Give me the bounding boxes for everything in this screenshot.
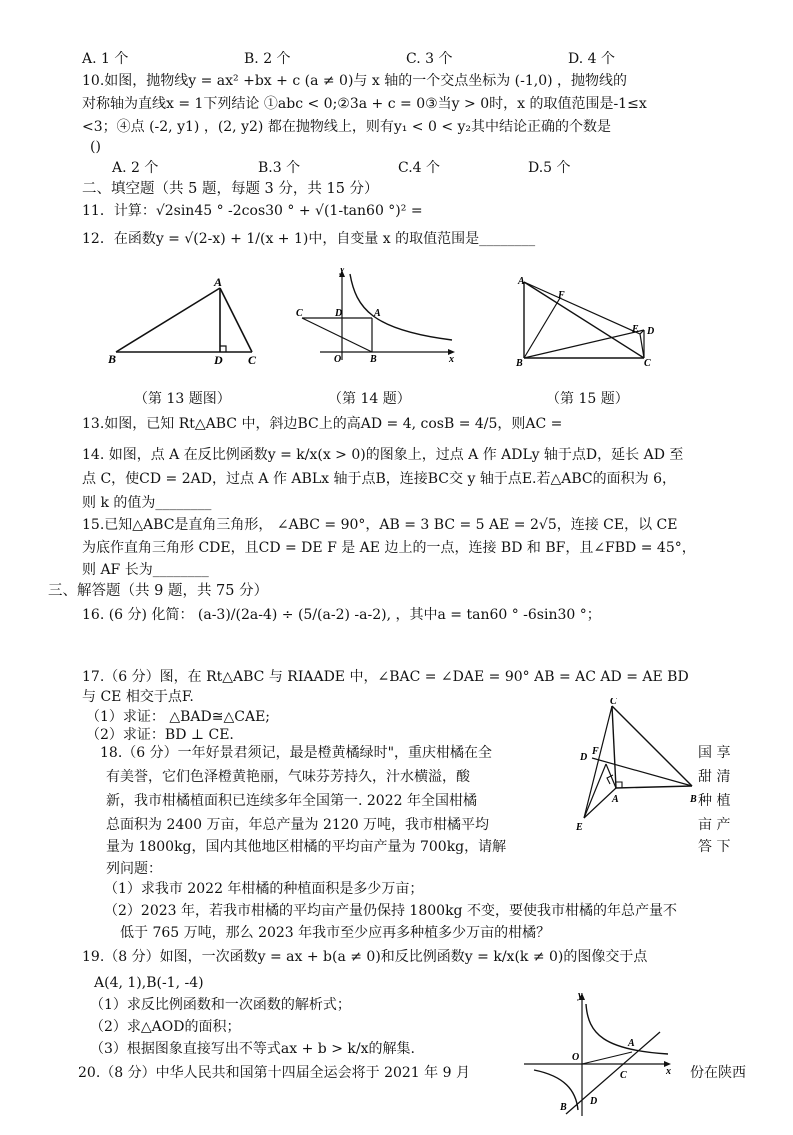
fig14-label-y: y (340, 268, 345, 275)
q19-line-2: A(4, 1),B(-1, -4) (94, 975, 204, 991)
q14-line-1: 14. 如图，点 A 在反比例函数y = k/x(x > 0)的图象上，过点 A 作 ADLy 轴于点D，延长 AD 至 (82, 447, 684, 463)
q18-line-5: 量为 1800kg，国内其他地区柑橘的平均亩产量为 700kg，请解 (106, 839, 507, 855)
fig14-label-b: B (370, 354, 377, 364)
fig17-label-c: C (610, 698, 617, 707)
q17-sub-1: （1）求证： △BAD≅△CAE; (86, 709, 271, 725)
q17-line-1: 17.（6 分）图，在 Rt△ABC 与 RIAADE 中，∠BAC = ∠DAE = 90° AB = AC AD = AE BD (82, 669, 689, 685)
q17-sub-2: （2）求证：BD ⊥ CE. (86, 727, 234, 743)
figure-15-caption: （第 15 题） (546, 391, 629, 407)
q19-sub-3: （3）根据图象直接写出不等式ax + b > k/x的解集. (90, 1041, 415, 1057)
fig15-label-b: B (516, 358, 523, 368)
fig17-side-ab (616, 786, 692, 788)
fig13-label-c: C (248, 353, 257, 366)
q10-option-a: A. 2 个 (112, 160, 159, 176)
fig19-label-c: C (620, 1070, 627, 1081)
q18-line-4-right: 亩 产 (698, 817, 731, 833)
q10-option-b: B.3 个 (258, 160, 301, 176)
q10-line-1: 10.如图，抛物线y = ax² +bx + c (a ≠ 0)与 x 轴的一个交点坐标为 (-1,0) ，抛物线的 (82, 73, 628, 89)
fig14-line-bc (302, 318, 372, 352)
q18-line-1-right: 国 享 (698, 745, 731, 761)
fig15-label-a: A (518, 276, 525, 287)
fig17-label-f: F (592, 746, 599, 757)
q10-option-c: C.4 个 (398, 160, 441, 176)
q18-sub-1: （1）求我市 2022 年柑橘的种植面积是多少万亩； (104, 881, 424, 897)
fig13-label-b: B (108, 352, 117, 366)
q18-line-5-right: 答 下 (698, 839, 731, 855)
q19-line-1: 19.（8 分）如图，一次函数y = ax + b(a ≠ 0)和反比例函数y = k/x(k ≠ 0)的图像交于点 (82, 949, 648, 965)
fig14-label-x: x (449, 354, 454, 364)
q18-line-1: 18.（6 分）一年好景君须记，最是橙黄橘绿时"，重庆柑橘在全 (100, 745, 493, 761)
fig19-label-d: D (590, 1096, 598, 1107)
figure-15 (508, 272, 658, 368)
q12-text: 12．在函数y = √(2-x) + 1/(x + 1)中，自变量 x 的取值范围是________ (82, 231, 536, 247)
q20-line-1: 20.（8 分）中华人民共和国第十四届全运会将于 2021 年 9 月 (78, 1065, 470, 1081)
fig19-hyperbola-q1 (586, 1004, 668, 1054)
fig14-label-a: A (374, 308, 381, 319)
q13-text: 13.如图，已知 Rt△ABC 中，斜边BC上的高AD = 4, cosB = 4/5，则AC = (82, 416, 563, 432)
q9-option-b: B. 2 个 (244, 51, 291, 67)
fig15-label-f: F (558, 290, 565, 301)
fig14-label-d: D (335, 308, 343, 319)
q18-sub-2a: （2）2023 年，若我市柑橘的平均亩产量仍保持 1800kg 不变，要使我市柑橘的年总产量不 (104, 903, 677, 919)
q16-text: 16. (6 分) 化简： (a-3)/(2a-4) ÷ (5/(a-2) -a-2), ，其中a = tan60 ° -6sin30 °； (82, 607, 601, 623)
q18-sub-2b: 低于 765 万吨，那么 2023 年我市至少应再多种植多少万亩的柑橘？ (120, 925, 551, 941)
figure-14 (292, 268, 462, 364)
section-3-heading: 三、解答题（共 9 题，共 75 分） (48, 583, 269, 599)
fig15-line-bf (524, 298, 560, 358)
q18-line-2-right: 甜 清 (698, 769, 731, 785)
q18-line-4: 总面积为 2400 万亩，年总产量为 2120 万吨，我市柑橘平均 (106, 817, 490, 833)
q9-option-a: A. 1 个 (82, 51, 129, 67)
fig19-label-o: O (572, 1052, 580, 1063)
figure-19 (520, 990, 680, 1118)
q18-line-2: 有美誉，它们色泽橙黄艳丽，气味芬芳持久，汁水横溢，酸 (106, 769, 470, 785)
fig15-label-c: C (644, 358, 651, 368)
fig19-label-x: x (666, 1066, 671, 1077)
q18-line-3: 新，我市柑橘植面积已连续多年全国第一. 2022 年全国柑橘 (106, 793, 477, 809)
q15-line-1: 15.已知△ABC是直角三角形， ∠ABC = 90°，AB = 3 BC = 5 AE = 2√5，连接 CE，以 CE (82, 517, 678, 533)
q18-line-3-right: 种 植 (698, 793, 731, 809)
section-2-heading: 二、填空题（共 5 题，每题 3 分，共 15 分） (82, 181, 379, 197)
q10-line-2: 对称轴为直线x = 1下列结论 ①abc < 0;②3a + c = 0③当y > 0时，x 的取值范围是-1≤x (82, 96, 647, 112)
fig15-line-bd (524, 330, 644, 358)
fig15-label-d: D (647, 326, 655, 337)
figure-13 (108, 276, 268, 366)
q15-line-3: 则 AF 长为________ (82, 562, 209, 578)
fig13-side-ac (220, 288, 252, 352)
fig14-label-o: O (334, 354, 342, 364)
q19-sub-1: （1）求反比例函数和一次函数的解析式； (90, 997, 351, 1013)
fig17-line-db (592, 758, 692, 786)
fig17-side-cb (612, 706, 692, 786)
q10-option-d: D.5 个 (528, 160, 571, 176)
fig14-hyperbola (350, 274, 452, 340)
figure-13-caption: （第 13 题图） (134, 391, 231, 407)
fig17-label-a: A (612, 794, 619, 805)
fig15-side-ac (524, 282, 644, 358)
q9-option-d: D. 4 个 (568, 51, 615, 67)
q20-line-1-right: 份在陕西 (690, 1065, 746, 1081)
fig15-label-e: E (632, 324, 639, 335)
fig17-label-e: E (576, 822, 583, 833)
q11-text: 11．计算：√2sin45 ° -2cos30 ° + √(1-tan60 °)² = (82, 203, 423, 219)
figure-17 (574, 698, 704, 838)
q14-line-3: 则 k 的值为________ (82, 495, 212, 511)
fig17-right-angle-mark (616, 782, 622, 788)
fig19-label-b: B (560, 1102, 567, 1113)
fig15-side-ae (524, 282, 640, 334)
q18-line-6: 列问题： (106, 861, 162, 877)
q9-option-c: C. 3 个 (406, 51, 453, 67)
q15-line-2: 为底作直角三角形 CDE，且CD = DE F 是 AE 边上的一点，连接 BD 和 BF，且∠FBD = 45°， (82, 540, 696, 556)
fig13-right-angle-mark (220, 346, 226, 352)
q10-line-4: () (90, 139, 101, 155)
fig13-side-ab (116, 288, 220, 352)
q19-sub-2: （2）求△AOD的面积； (90, 1019, 241, 1035)
q17-line-2: 与 CE 相交于点F. (82, 689, 194, 705)
fig13-label-d: D (214, 353, 223, 366)
figure-14-caption: （第 14 题） (328, 391, 411, 407)
q10-line-3: <3；④点 (-2, y1) ，(2, y2) 都在抛物线上，则有y₁ < 0 < y₂其中结论正确的个数是 (82, 119, 612, 135)
fig17-label-d: D (580, 752, 588, 763)
fig19-label-y: y (578, 990, 583, 1001)
fig17-label-b: B (690, 794, 697, 805)
fig13-label-a: A (214, 276, 223, 289)
fig14-label-c: C (296, 308, 303, 319)
fig19-hyperbola-q3 (534, 1070, 578, 1110)
fig19-label-a: A (628, 1038, 635, 1049)
q14-line-2: 点 C，使CD = 2AD，过点 A 作 ABLx 轴于点B，连接BC交 y 轴于点E.若△ABC的面积为 6， (82, 471, 676, 487)
